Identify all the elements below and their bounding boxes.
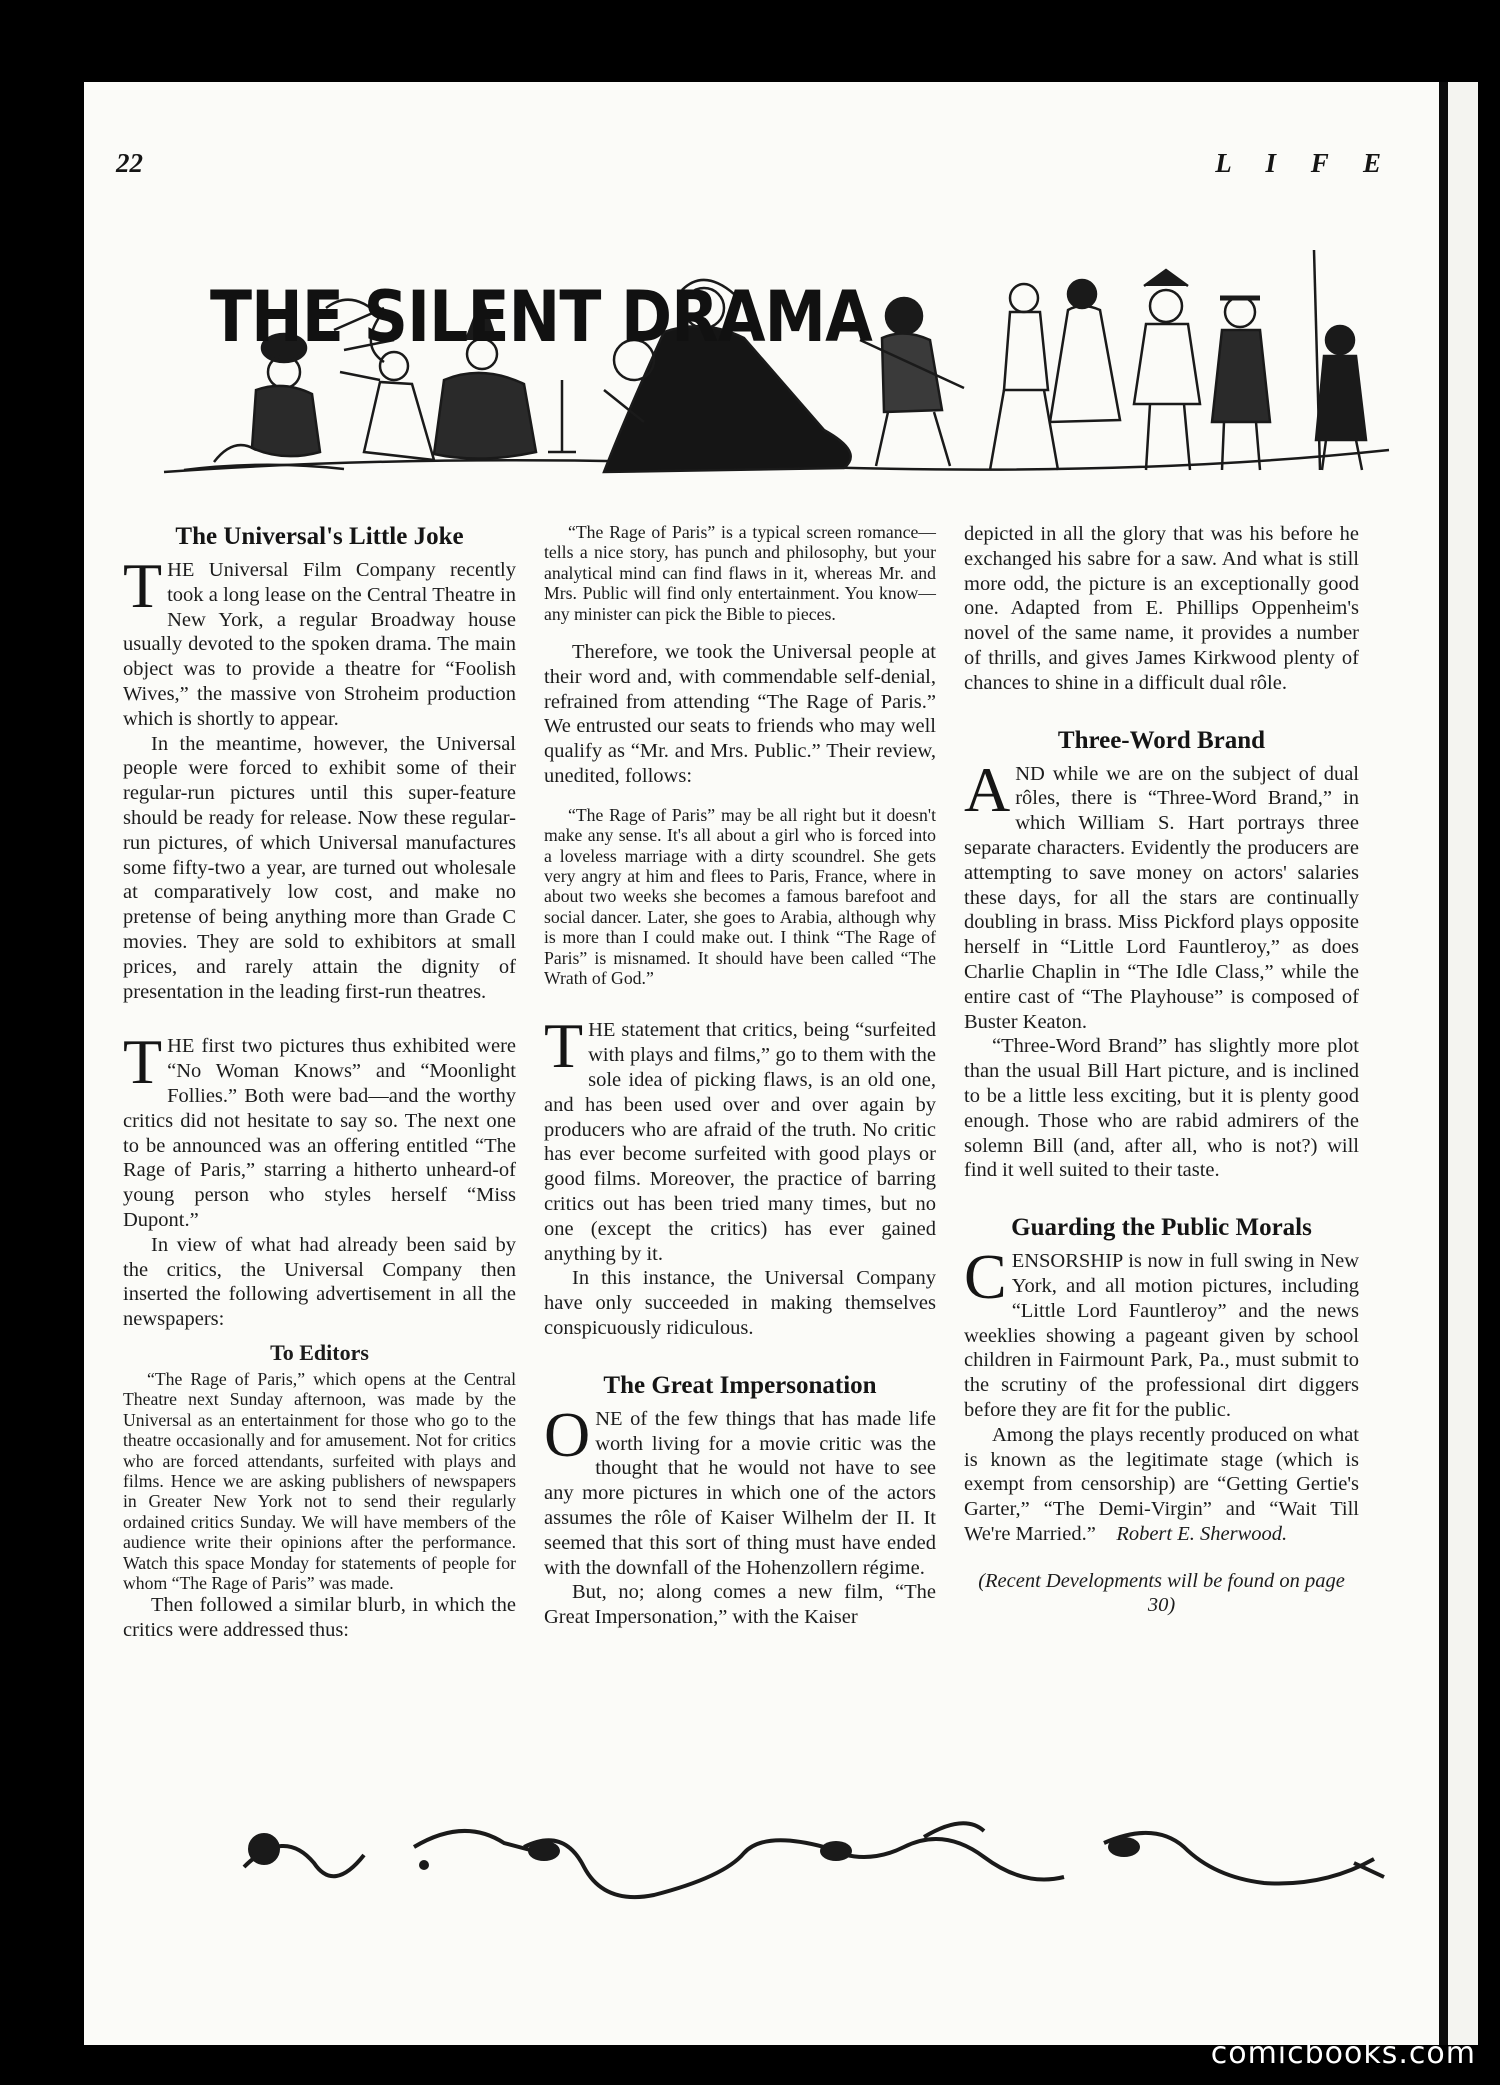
section-gap (964, 1183, 1359, 1213)
drop-cap: T (544, 1010, 584, 1082)
drop-cap: C (964, 1241, 1007, 1313)
column-3 (964, 522, 1359, 1618)
article-paragraph: “Three-Word Brand” has slightly more plot than the usual Bill Hart picture, and is inclined to be a little less exciting, but it is plenty good enough. Those who are rabid admirers of the solemn Bill (and, after all, who is not?) will find it well suited to their taste. (964, 1035, 1359, 1182)
section-gap (123, 1004, 516, 1034)
page-gutter (1439, 82, 1448, 2045)
article-paragraph: Therefore, we took the Universal people at their word and, with commendable self-denial, refrained from attending “The Rage of Paris.” We entrusted our seats to friends who may well qualify as “Mr. and Mrs. Public.” Their review, unedited, follows: (544, 641, 936, 788)
watermark: comicbooks.com (1210, 2036, 1476, 2071)
drop-cap: A (964, 753, 1011, 825)
page-number: 22 (116, 148, 143, 178)
section-gap (544, 1341, 936, 1371)
section-gap (544, 789, 936, 805)
drop-cap: T (123, 550, 163, 621)
article-paragraph: In the meantime, however, the Universal people were forced to exhibit some of their regular-run pictures until this super-feature should be ready for release. Now these regular-run pictures, of which Universal manufactures some fifty-two a year, are turned out wholesale at comparatively low cost, and make no pretense of being anything more than Grade C movies. They are sold to exhibitors at small prices, and rarely attain the dignity of presentation in the leading first-run theatres. (123, 732, 516, 1003)
article-title-guarding-public-morals: Guarding the Public Morals (1011, 1214, 1312, 1242)
column-2 (544, 522, 936, 1630)
section-gap (544, 988, 936, 1018)
quoted-review: “The Rage of Paris” may be all right but it doesn't make any sense. It's all about a girl who is forced into a loveless marriage with a dirty scoundrel. She gets very angry at him and flees to Paris, France, where in about two weeks she becomes a famous barefoot and social dancer. Later, she goes to Arabia, although why is more than I could make out. I think “The Rage of Paris” is misnamed. It should have been called “The Wrath of God.” (544, 804, 936, 989)
article-paragraph: THE first two pictures thus exhibited were “No Woman Knows” and “Moonlight Follies.” Both were bad—and the worthy critics did not hesitate to say so. The next one to be announced was an offering entitled “The Rage of Paris,” starring a hitherto unheard-of young person who styles herself “Miss Dupont.” (123, 1026, 516, 1231)
article-paragraph: But, no; along comes a new film, “The Great Impersonation,” with the Kaiser (544, 1581, 936, 1629)
continuation-note: (Recent Developments will be found on page 30) (978, 1569, 1345, 1617)
article-paragraph: THE statement that critics, being “surfeited with plays and films,” go to them with the sole idea of picking flaws, is an old one, and has been used over and over again by producers who are afraid of the truth. No critic has ever become surfeited with good plays or good films. Moreover, the practice of barring critics out has been tried many times, but no one (except the critics) has ever gained anything by it. (544, 1010, 936, 1265)
banner-title: THE SILENT DRAMA (210, 276, 872, 358)
column-1 (123, 522, 516, 1643)
article-paragraph: THE Universal Film Company recently took a long lease on the Central Theatre in New York, a regular Broadway house usually devoted to the spoken drama. The main object was to provide a theatre for “Foolish Wives,” the massive von Stroheim production which is shortly to appear. (123, 550, 516, 730)
author-signature: Robert E. Sherwood. (1116, 1522, 1288, 1545)
drop-cap: O (544, 1398, 591, 1470)
drop-cap: T (123, 1026, 163, 1098)
section-gap (544, 624, 936, 640)
quoted-blurb: “The Rage of Paris” is a typical screen romance—tells a nice story, has punch and philosophy, but your analytical mind can find flaws in it, whereas Mr. and Mrs. Public will find only entertainment. You know—any minister can pick the Bible to pieces. (544, 522, 936, 624)
masthead: L I F E (1215, 148, 1395, 178)
section-gap (964, 696, 1359, 726)
article-paragraph: CENSORSHIP is now in full swing in New York, and all motion pictures, including “Little Lord Fauntleroy” and the news weeklies showing a pageant given by school children in Fairmount Park, Pa., must submit to the scrutiny of the professional dirt diggers before they are fit for the public. (964, 1241, 1359, 1421)
article-paragraph: In view of what had already been said by the critics, the Universal Company then inserted the following advertisement in all the newspapers: (123, 1233, 516, 1331)
subheading-to-editors: To Editors (270, 1339, 369, 1365)
article-paragraph: Among the plays recently produced on what is known as the legitimate stage (which is exempt from censorship) are “Getting Gertie's Garter,” “The Demi-Virgin” and “Wait Till We're Married.” Robert E. Sherwood. (964, 1423, 1359, 1545)
adjacent-page-edge (1448, 82, 1478, 2045)
article-paragraph: In this instance, the Universal Company have only succeeded in making themselves conspicuously ridiculous. (544, 1267, 936, 1340)
article-paragraph: AND while we are on the subject of dual rôles, there is “Three-Word Brand,” in which William S. Hart portrays three separate characters. Evidently the producers are attempting to save money on actors' salaries these days, for all the stars are continually doubling in brass. Miss Pickford plays opposite herself in “Little Lord Fauntleroy,” as does Charlie Chaplin in “The Idle Class,” while the entire cast of “The Playhouse” is composed of Buster Keaton. (964, 753, 1359, 1033)
article-paragraph: ONE of the few things that has made life worth living for a movie critic was the thought that he would not have to see any more pictures in which one of the actors assumes the rôle of Kaiser Wilhelm der II. It seemed that this sort of thing must have ended with the downfall of the Hohenzollern régime. (544, 1398, 936, 1579)
article-title-great-impersonation: The Great Impersonation (603, 1371, 877, 1399)
advertisement-quote: “The Rage of Paris,” which opens at the Central Theatre next Sunday afternoon, was made by the Universal as an entertainment for those who go to the theatre occasionally and for amusement. Not for critics who are forced attendants, surfeited with plays and films. Hence we are asking publishers of newspapers in Greater New York not to send their regularly ordained critics Sunday. We will have members of the audience write their opinions after the performance. Watch this space Monday for statements of people for whom “The Rage of Paris” was made. (123, 1368, 516, 1593)
footer-serpent-ornament (224, 1807, 1404, 1907)
article-title-universals-little-joke: The Universal's Little Joke (175, 523, 464, 550)
article-paragraph: depicted in all the glory that was his before he exchanged his sabre for a saw. And what is still more odd, the picture is an exceptionally good one. Adapted from E. Phillips Oppenheim's novel of the same name, it provides a number of thrills, and gives James Kirkwood plenty of chances to shine in a difficult dual rôle. (964, 523, 1359, 694)
magazine-page (84, 82, 1439, 2045)
article-paragraph: Then followed a similar blurb, in which the critics were addressed thus: (123, 1594, 516, 1642)
article-title-three-word-brand: Three-Word Brand (1057, 726, 1266, 754)
